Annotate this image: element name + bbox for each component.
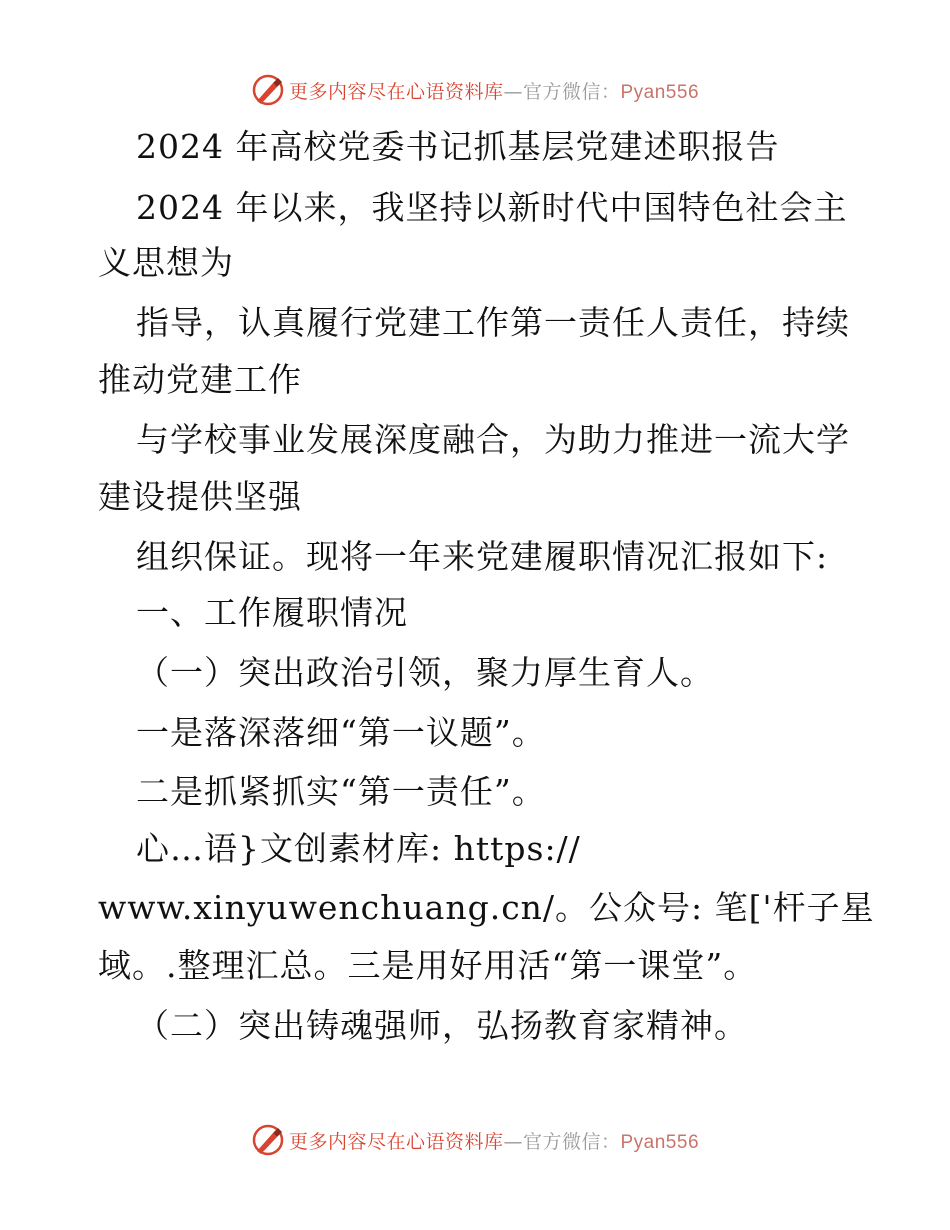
document-title: 2024 年高校党委书记抓基层党建述职报告 — [136, 127, 780, 166]
paragraph-line: 一是落深落细“第一议题”。 — [136, 713, 546, 752]
paragraph-line: 与学校事业发展深度融合，为助力推进一流大学 — [136, 420, 850, 459]
banner-text: 更多内容尽在心语资料库—官方微信：Pyan556 — [288, 80, 700, 103]
paragraph-line: 二是抓紧抓实“第一责任”。 — [136, 772, 546, 811]
paragraph-line: www.xinyuwenchuang.cn/。公众号: 笔['杆子星 — [98, 888, 875, 927]
paragraph-line: 域。.整理汇总。三是用好用活“第一课堂”。 — [98, 946, 758, 985]
pen-logo-icon — [251, 73, 285, 107]
paragraph-line: 组织保证。现将一年来党建履职情况汇报如下: — [136, 537, 829, 576]
paragraph-line: 建设提供坚强 — [98, 477, 302, 516]
section-heading: 一、工作履职情况 — [136, 593, 408, 632]
paragraph-line: 推动党建工作 — [98, 360, 302, 399]
paragraph-line: 2024 年以来，我坚持以新时代中国特色社会主 — [136, 188, 848, 227]
footer-banner — [0, 1120, 950, 1160]
subsection-heading: （一）突出政治引领，聚力厚生育人。 — [136, 653, 714, 692]
header-banner — [0, 70, 950, 110]
subsection-heading: （二）突出铸魂强师，弘扬教育家精神。 — [136, 1006, 748, 1045]
paragraph-line: 心…语}文创素材库: https:// — [136, 829, 581, 868]
pen-logo-icon — [251, 1123, 285, 1157]
paragraph-line: 指导，认真履行党建工作第一责任人责任，持续 — [136, 303, 850, 342]
banner-text: 更多内容尽在心语资料库—官方微信：Pyan556 — [288, 1130, 700, 1153]
paragraph-line: 义思想为 — [98, 243, 234, 282]
